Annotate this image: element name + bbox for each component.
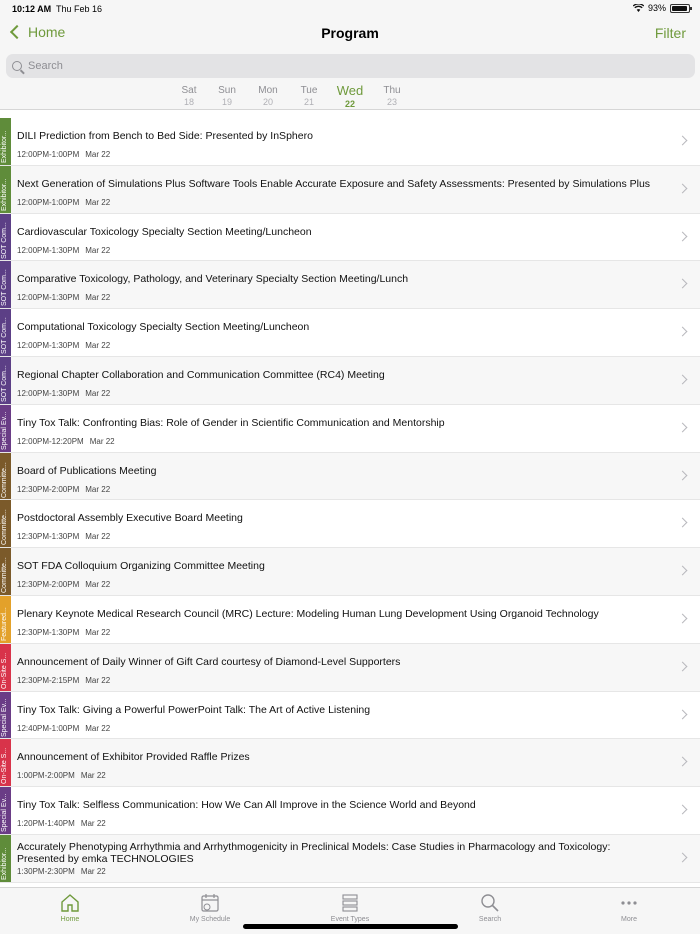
event-title: Comparative Toxicology, Pathology, and Veterinary Specialty Section Meeting/Lunch (17, 273, 409, 286)
filter-button[interactable]: Filter (654, 25, 686, 41)
day-date: 22 (344, 99, 355, 109)
tab-label: Event Types (330, 916, 370, 923)
list-item[interactable] (0, 166, 700, 214)
chevron-right-icon (678, 614, 688, 624)
day-name: Thu (383, 85, 401, 96)
home-icon (59, 892, 81, 914)
event-meta (17, 437, 115, 446)
category-strip: Committe... (0, 548, 11, 595)
search-input[interactable] (28, 60, 628, 72)
event-title: SOT FDA Colloquium Organizing Committee Meeting (17, 560, 265, 573)
event-title: Next Generation of Simulations Plus Software Tools Enable Accurate Exposure and Safety Assessments: Presented by Simulations Plus (17, 177, 651, 190)
event-date: Mar 22 (85, 245, 111, 255)
event-title: Board of Publications Meeting (17, 464, 157, 477)
chevron-right-icon (678, 375, 688, 385)
event-time: 12:30PM-1:30PM (17, 627, 80, 637)
chevron-right-icon (678, 566, 688, 576)
day-name: Mon (258, 85, 278, 96)
list-item[interactable] (0, 835, 700, 883)
day-tue[interactable] (289, 85, 329, 107)
list-item[interactable] (0, 644, 700, 692)
list-item[interactable] (0, 500, 700, 548)
chevron-right-icon (678, 136, 688, 146)
battery-icon (670, 4, 690, 13)
event-meta (17, 150, 110, 159)
category-strip: SOT Com... (0, 309, 11, 356)
event-time: 12:00PM-1:30PM (17, 293, 80, 303)
event-meta (17, 389, 110, 398)
category-strip: Exhibitor... (0, 118, 11, 165)
day-name: Sat (181, 85, 197, 96)
chevron-right-icon (678, 853, 688, 863)
day-sat[interactable] (169, 85, 209, 107)
home-indicator (243, 924, 458, 929)
category-strip: Exhibitor... (0, 166, 11, 213)
day-picker (0, 82, 700, 110)
chevron-right-icon (678, 470, 688, 480)
event-date: Mar 22 (85, 484, 111, 494)
event-time: 12:30PM-2:00PM (17, 580, 80, 590)
event-title: Announcement of Exhibitor Provided Raffle Prizes (17, 751, 250, 764)
event-date: Mar 22 (80, 771, 106, 781)
chevron-right-icon (678, 518, 688, 528)
search-icon (479, 892, 501, 914)
event-date: Mar 22 (85, 197, 111, 207)
tab-event-types[interactable] (310, 892, 390, 923)
event-title: Announcement of Daily Winner of Gift Card courtesy of Diamond-Level Supporters (17, 655, 401, 668)
status-right (633, 3, 690, 13)
event-time: 12:00PM-1:00PM (17, 150, 80, 159)
list-item[interactable] (0, 214, 700, 262)
event-date: Mar 22 (85, 532, 111, 542)
chevron-right-icon (678, 661, 688, 671)
search-icon (12, 61, 22, 71)
event-meta (17, 246, 110, 255)
event-meta (17, 532, 110, 541)
chevron-right-icon (678, 327, 688, 337)
event-title: Plenary Keynote Medical Research Council (MRC) Lecture: Modeling Human Lung Development Using Organoid Technology (17, 607, 599, 620)
event-meta (17, 819, 106, 828)
category-strip: SOT Com... (0, 261, 11, 308)
event-time: 12:00PM-1:30PM (17, 245, 80, 255)
event-title: Tiny Tox Talk: Giving a Powerful PowerPoint Talk: The Art of Active Listening (17, 703, 371, 716)
search-box[interactable] (6, 54, 695, 78)
event-time: 12:00PM-12:20PM (17, 436, 84, 446)
tab-label: Home (60, 916, 80, 923)
category-strip: On-Site S... (0, 644, 11, 691)
day-wed[interactable] (330, 85, 370, 109)
event-date: Mar 22 (85, 388, 111, 398)
event-meta (17, 341, 110, 350)
event-date: Mar 22 (85, 150, 111, 159)
chevron-right-icon (678, 757, 688, 767)
list-item[interactable] (0, 453, 700, 501)
category-strip: SOT Com... (0, 214, 11, 261)
tab-label: More (621, 916, 637, 923)
list-item[interactable] (0, 739, 700, 787)
event-meta (17, 198, 110, 207)
list-item[interactable] (0, 596, 700, 644)
event-meta (17, 293, 110, 302)
event-date: Mar 22 (80, 819, 106, 829)
event-meta (17, 724, 110, 733)
category-strip: Committe... (0, 500, 11, 547)
event-meta (17, 867, 106, 876)
event-time: 12:40PM-1:00PM (17, 723, 80, 733)
list-item[interactable] (0, 405, 700, 453)
tab-label: My Schedule (189, 916, 231, 923)
event-meta (17, 628, 110, 637)
calendar-icon (199, 892, 221, 914)
nav-bar (0, 18, 700, 50)
day-thu[interactable] (372, 85, 412, 107)
chevron-right-icon (678, 231, 688, 241)
chevron-right-icon (678, 709, 688, 719)
day-date: 19 (221, 97, 232, 107)
list-item[interactable] (0, 787, 700, 835)
event-date: Mar 22 (89, 436, 115, 446)
event-title: Computational Toxicology Specialty Section Meeting/Luncheon (17, 321, 310, 334)
event-time: 12:30PM-2:00PM (17, 484, 80, 494)
category-strip: Featured... (0, 596, 11, 643)
battery-percent: 93% (647, 3, 666, 13)
category-strip: Special Ev... (0, 787, 11, 834)
event-time: 12:00PM-1:30PM (17, 388, 80, 398)
day-sun[interactable] (207, 85, 247, 107)
event-title: DILI Prediction from Bench to Bed Side: Presented by InSphero (17, 130, 313, 142)
event-title: Accurately Phenotyping Arrhythmia and Arrhythmogenicity in Preclinical Models: Case Studies in Pharmacology and Toxicology: Presented by emka TECHNOLOGIES (17, 840, 611, 866)
chevron-right-icon (678, 183, 688, 193)
status-bar (0, 0, 700, 18)
status-date: Thu Feb 16 (56, 4, 103, 14)
list-item[interactable] (0, 261, 700, 309)
event-time: 12:30PM-1:30PM (17, 532, 80, 542)
event-time: 1:30PM-2:30PM (17, 866, 75, 876)
event-meta (17, 771, 106, 780)
list-icon (339, 892, 361, 914)
status-time: 10:12 AM (12, 4, 52, 14)
day-mon[interactable] (248, 85, 288, 107)
event-date: Mar 22 (85, 627, 111, 637)
event-time: 1:00PM-2:00PM (17, 771, 75, 781)
category-strip: On-Site S... (0, 739, 11, 786)
event-title: Tiny Tox Talk: Confronting Bias: Role of Gender in Scientific Communication and Mentorship (17, 416, 445, 429)
event-time: 1:20PM-1:40PM (17, 819, 75, 829)
day-date: 21 (303, 97, 314, 107)
chevron-right-icon (678, 805, 688, 815)
day-name: Tue (300, 85, 318, 96)
list-item[interactable] (0, 309, 700, 357)
more-icon (618, 892, 640, 914)
event-title: Postdoctoral Assembly Executive Board Meeting (17, 512, 243, 525)
list-item[interactable] (0, 692, 700, 740)
list-item[interactable] (0, 118, 700, 166)
event-time: 12:00PM-1:30PM (17, 341, 80, 351)
wifi-icon (633, 4, 644, 12)
category-strip: SOT Com... (0, 357, 11, 404)
day-date: 20 (262, 97, 273, 107)
page-title: Program (321, 25, 379, 41)
tab-search[interactable] (450, 892, 530, 923)
event-meta (17, 676, 110, 685)
category-strip: Committe... (0, 453, 11, 500)
tab-my-schedule[interactable] (170, 892, 250, 923)
event-meta (17, 580, 110, 589)
event-title: Tiny Tox Talk: Selfless Communication: How We Can All Improve in the Science World and Beyond (17, 799, 476, 812)
tab-label: Search (478, 916, 502, 923)
event-time: 12:00PM-1:00PM (17, 197, 80, 207)
event-date: Mar 22 (85, 580, 111, 590)
event-list (0, 118, 700, 883)
list-item[interactable] (0, 548, 700, 596)
day-name: Sun (218, 85, 236, 96)
event-title: Cardiovascular Toxicology Specialty Section Meeting/Luncheon (17, 225, 312, 238)
tab-more[interactable] (589, 892, 669, 923)
event-title: Regional Chapter Collaboration and Communication Committee (RC4) Meeting (17, 368, 385, 381)
event-meta (17, 485, 110, 494)
category-strip: Exhibitor... (0, 835, 11, 882)
day-date: 18 (183, 97, 194, 107)
search-bar (0, 50, 700, 82)
event-date: Mar 22 (80, 866, 106, 876)
tab-home[interactable] (30, 892, 110, 923)
category-strip: Special Ev... (0, 405, 11, 452)
day-date: 23 (386, 97, 397, 107)
chevron-right-icon (678, 279, 688, 289)
chevron-right-icon (678, 422, 688, 432)
category-strip: Special Ev... (0, 692, 11, 739)
event-date: Mar 22 (85, 341, 111, 351)
event-date: Mar 22 (85, 675, 111, 685)
event-time: 12:30PM-2:15PM (17, 675, 80, 685)
list-item[interactable] (0, 357, 700, 405)
back-label: Home (28, 24, 66, 40)
day-name: Wed (336, 83, 364, 98)
event-date: Mar 22 (85, 723, 111, 733)
event-date: Mar 22 (85, 293, 111, 303)
